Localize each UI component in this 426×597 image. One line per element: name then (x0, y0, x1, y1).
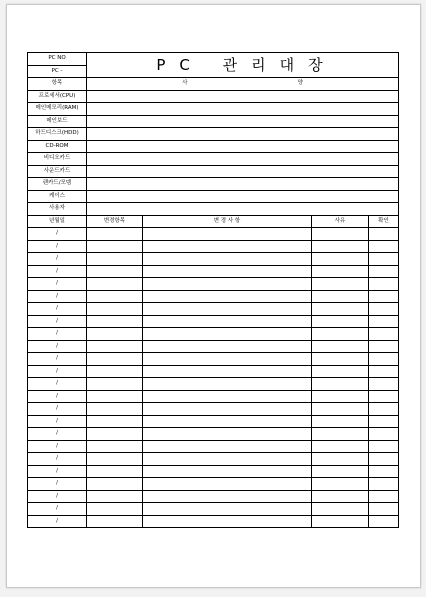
log-details-cell[interactable] (143, 240, 312, 253)
log-header-date: 년월일 (28, 215, 87, 228)
info-value-cell[interactable] (87, 178, 399, 191)
log-reason-cell[interactable] (312, 253, 369, 266)
info-label-cdrom: CD-ROM (28, 140, 87, 153)
info-value-cell[interactable] (87, 115, 399, 128)
info-value-cell[interactable] (87, 90, 399, 103)
log-changed-item-cell[interactable] (87, 278, 143, 291)
info-label-sound-card: 사운드카드 (28, 165, 87, 178)
log-changed-item-cell[interactable] (87, 515, 143, 528)
log-changed-item-cell[interactable] (87, 503, 143, 516)
log-details-cell[interactable] (143, 390, 312, 403)
log-reason-cell[interactable] (312, 415, 369, 428)
log-confirm-cell[interactable] (369, 378, 399, 391)
log-confirm-cell[interactable] (369, 490, 399, 503)
log-reason-cell[interactable] (312, 328, 369, 341)
log-confirm-cell[interactable] (369, 290, 399, 303)
log-date-cell[interactable]: / (28, 390, 87, 403)
log-details-cell[interactable] (143, 315, 312, 328)
spec-header (87, 78, 399, 91)
log-row (28, 490, 399, 503)
log-confirm-cell[interactable] (369, 353, 399, 366)
log-row (28, 290, 399, 303)
log-details-cell[interactable] (143, 378, 312, 391)
log-header-row (28, 215, 399, 228)
log-changed-item-cell[interactable] (87, 328, 143, 341)
log-details-cell[interactable] (143, 490, 312, 503)
log-changed-item-cell[interactable] (87, 440, 143, 453)
log-reason-cell[interactable] (312, 365, 369, 378)
log-details-cell[interactable] (143, 453, 312, 466)
document-page (6, 4, 421, 588)
log-date-cell[interactable]: / (28, 315, 87, 328)
log-details-cell[interactable] (143, 365, 312, 378)
log-date-cell[interactable]: / (28, 440, 87, 453)
info-row (28, 190, 399, 203)
log-details-cell[interactable] (143, 440, 312, 453)
log-details-cell[interactable] (143, 403, 312, 416)
info-label-cpu: 프로세서(CPU) (28, 90, 87, 103)
log-details-cell[interactable] (143, 515, 312, 528)
log-date-cell[interactable]: / (28, 240, 87, 253)
log-changed-item-cell[interactable] (87, 315, 143, 328)
info-row (28, 53, 399, 66)
info-label-ram: 메인메모리(RAM) (28, 103, 87, 116)
log-details-cell[interactable] (143, 253, 312, 266)
log-date-cell[interactable]: / (28, 378, 87, 391)
log-reason-cell[interactable] (312, 428, 369, 441)
log-changed-item-cell[interactable] (87, 390, 143, 403)
info-label-pc: PC - (28, 65, 87, 78)
log-confirm-cell[interactable] (369, 478, 399, 491)
log-reason-cell[interactable] (312, 265, 369, 278)
log-date-cell[interactable]: / (28, 465, 87, 478)
log-changed-item-cell[interactable] (87, 428, 143, 441)
log-changed-item-cell[interactable] (87, 365, 143, 378)
log-changed-item-cell[interactable] (87, 490, 143, 503)
log-row (28, 303, 399, 316)
log-date-cell[interactable]: / (28, 428, 87, 441)
log-changed-item-cell[interactable] (87, 353, 143, 366)
info-label-lan-modem: 랜카드/모뎀 (28, 178, 87, 191)
log-changed-item-cell[interactable] (87, 403, 143, 416)
log-row (28, 453, 399, 466)
log-changed-item-cell[interactable] (87, 265, 143, 278)
info-value-cell[interactable] (87, 165, 399, 178)
log-changed-item-cell[interactable] (87, 378, 143, 391)
log-confirm-cell[interactable] (369, 515, 399, 528)
document-title: PC 관리대장 (87, 53, 399, 78)
info-row (28, 140, 399, 153)
log-changed-item-cell[interactable] (87, 453, 143, 466)
log-row (28, 353, 399, 366)
log-row (28, 503, 399, 516)
log-date-cell[interactable]: / (28, 353, 87, 366)
log-confirm-cell[interactable] (369, 503, 399, 516)
info-row (28, 178, 399, 191)
log-row (28, 253, 399, 266)
log-date-cell[interactable]: / (28, 403, 87, 416)
log-date-cell[interactable]: / (28, 415, 87, 428)
log-confirm-cell[interactable] (369, 428, 399, 441)
log-reason-cell[interactable] (312, 228, 369, 241)
log-confirm-cell[interactable] (369, 278, 399, 291)
info-row (28, 103, 399, 116)
log-date-cell[interactable]: / (28, 453, 87, 466)
log-row (28, 440, 399, 453)
info-label-case: 케이스 (28, 190, 87, 203)
log-reason-cell[interactable] (312, 403, 369, 416)
log-header-change-details: 변 경 사 항 (143, 215, 312, 228)
log-details-cell[interactable] (143, 353, 312, 366)
log-row (28, 403, 399, 416)
log-details-cell[interactable] (143, 290, 312, 303)
log-confirm-cell[interactable] (369, 265, 399, 278)
log-details-cell[interactable] (143, 228, 312, 241)
log-date-cell[interactable]: / (28, 490, 87, 503)
info-row (28, 78, 399, 91)
log-reason-cell[interactable] (312, 315, 369, 328)
log-confirm-cell[interactable] (369, 315, 399, 328)
info-value-cell[interactable] (87, 190, 399, 203)
log-changed-item-cell[interactable] (87, 253, 143, 266)
log-details-cell[interactable] (143, 278, 312, 291)
log-date-cell[interactable]: / (28, 503, 87, 516)
log-details-cell[interactable] (143, 340, 312, 353)
log-confirm-cell[interactable] (369, 415, 399, 428)
log-header-changed-item: 변경항목 (87, 215, 143, 228)
log-confirm-cell[interactable] (369, 440, 399, 453)
log-reason-cell[interactable] (312, 490, 369, 503)
log-details-cell[interactable] (143, 465, 312, 478)
log-confirm-cell[interactable] (369, 453, 399, 466)
info-label-mainboard: 메인보드 (28, 115, 87, 128)
log-reason-cell[interactable] (312, 303, 369, 316)
info-row (28, 128, 399, 141)
log-changed-item-cell[interactable] (87, 303, 143, 316)
log-reason-cell[interactable] (312, 453, 369, 466)
log-row (28, 415, 399, 428)
log-row (28, 240, 399, 253)
log-details-cell[interactable] (143, 303, 312, 316)
log-date-cell[interactable]: / (28, 253, 87, 266)
log-row (28, 340, 399, 353)
log-reason-cell[interactable] (312, 440, 369, 453)
log-date-cell[interactable]: / (28, 278, 87, 291)
info-row (28, 165, 399, 178)
log-row (28, 278, 399, 291)
log-confirm-cell[interactable] (369, 228, 399, 241)
log-reason-cell[interactable] (312, 515, 369, 528)
log-confirm-cell[interactable] (369, 365, 399, 378)
log-reason-cell[interactable] (312, 240, 369, 253)
log-reason-cell[interactable] (312, 478, 369, 491)
log-date-cell[interactable]: / (28, 478, 87, 491)
log-confirm-cell[interactable] (369, 465, 399, 478)
log-confirm-cell[interactable] (369, 240, 399, 253)
info-label-item: 항목 (28, 78, 87, 91)
log-changed-item-cell[interactable] (87, 240, 143, 253)
log-reason-cell[interactable] (312, 290, 369, 303)
info-label-user: 사용자 (28, 203, 87, 216)
log-header-reason: 사유 (312, 215, 369, 228)
log-changed-item-cell[interactable] (87, 465, 143, 478)
log-header-confirm: 확인 (369, 215, 399, 228)
log-confirm-cell[interactable] (369, 390, 399, 403)
log-reason-cell[interactable] (312, 340, 369, 353)
log-reason-cell[interactable] (312, 353, 369, 366)
log-confirm-cell[interactable] (369, 340, 399, 353)
log-changed-item-cell[interactable] (87, 290, 143, 303)
log-row (28, 265, 399, 278)
pc-management-ledger (27, 52, 399, 528)
log-row (28, 515, 399, 528)
log-date-cell[interactable]: / (28, 328, 87, 341)
log-date-cell[interactable]: / (28, 365, 87, 378)
info-row (28, 153, 399, 166)
log-details-cell[interactable] (143, 503, 312, 516)
log-details-cell[interactable] (143, 478, 312, 491)
log-row (28, 315, 399, 328)
spec-header-right: 양 (297, 80, 303, 86)
log-changed-item-cell[interactable] (87, 228, 143, 241)
info-value-cell[interactable] (87, 153, 399, 166)
log-confirm-cell[interactable] (369, 328, 399, 341)
log-changed-item-cell[interactable] (87, 478, 143, 491)
info-row (28, 115, 399, 128)
log-date-cell[interactable]: / (28, 228, 87, 241)
log-details-cell[interactable] (143, 328, 312, 341)
info-row (28, 203, 399, 216)
log-date-cell[interactable]: / (28, 265, 87, 278)
log-details-cell[interactable] (143, 428, 312, 441)
log-changed-item-cell[interactable] (87, 415, 143, 428)
log-details-cell[interactable] (143, 265, 312, 278)
info-label-video-card: 비디오카드 (28, 153, 87, 166)
spec-header-left: 사 (182, 80, 188, 86)
log-date-cell[interactable]: / (28, 303, 87, 316)
log-date-cell[interactable]: / (28, 515, 87, 528)
log-row (28, 328, 399, 341)
log-reason-cell[interactable] (312, 278, 369, 291)
log-reason-cell[interactable] (312, 378, 369, 391)
log-row (28, 390, 399, 403)
log-date-cell[interactable]: / (28, 290, 87, 303)
log-details-cell[interactable] (143, 415, 312, 428)
info-value-cell[interactable] (87, 140, 399, 153)
info-value-cell[interactable] (87, 128, 399, 141)
info-row (28, 90, 399, 103)
info-label-pc-no: PC NO (28, 53, 87, 66)
log-changed-item-cell[interactable] (87, 340, 143, 353)
log-confirm-cell[interactable] (369, 303, 399, 316)
info-value-cell[interactable] (87, 103, 399, 116)
log-reason-cell[interactable] (312, 503, 369, 516)
info-value-cell[interactable] (87, 203, 399, 216)
log-row (28, 378, 399, 391)
log-confirm-cell[interactable] (369, 403, 399, 416)
log-reason-cell[interactable] (312, 390, 369, 403)
log-row (28, 365, 399, 378)
log-row (28, 465, 399, 478)
log-confirm-cell[interactable] (369, 253, 399, 266)
log-date-cell[interactable]: / (28, 340, 87, 353)
log-row (28, 428, 399, 441)
log-row (28, 228, 399, 241)
info-label-hdd: 하드디스크(HDD) (28, 128, 87, 141)
log-row (28, 478, 399, 491)
log-reason-cell[interactable] (312, 465, 369, 478)
